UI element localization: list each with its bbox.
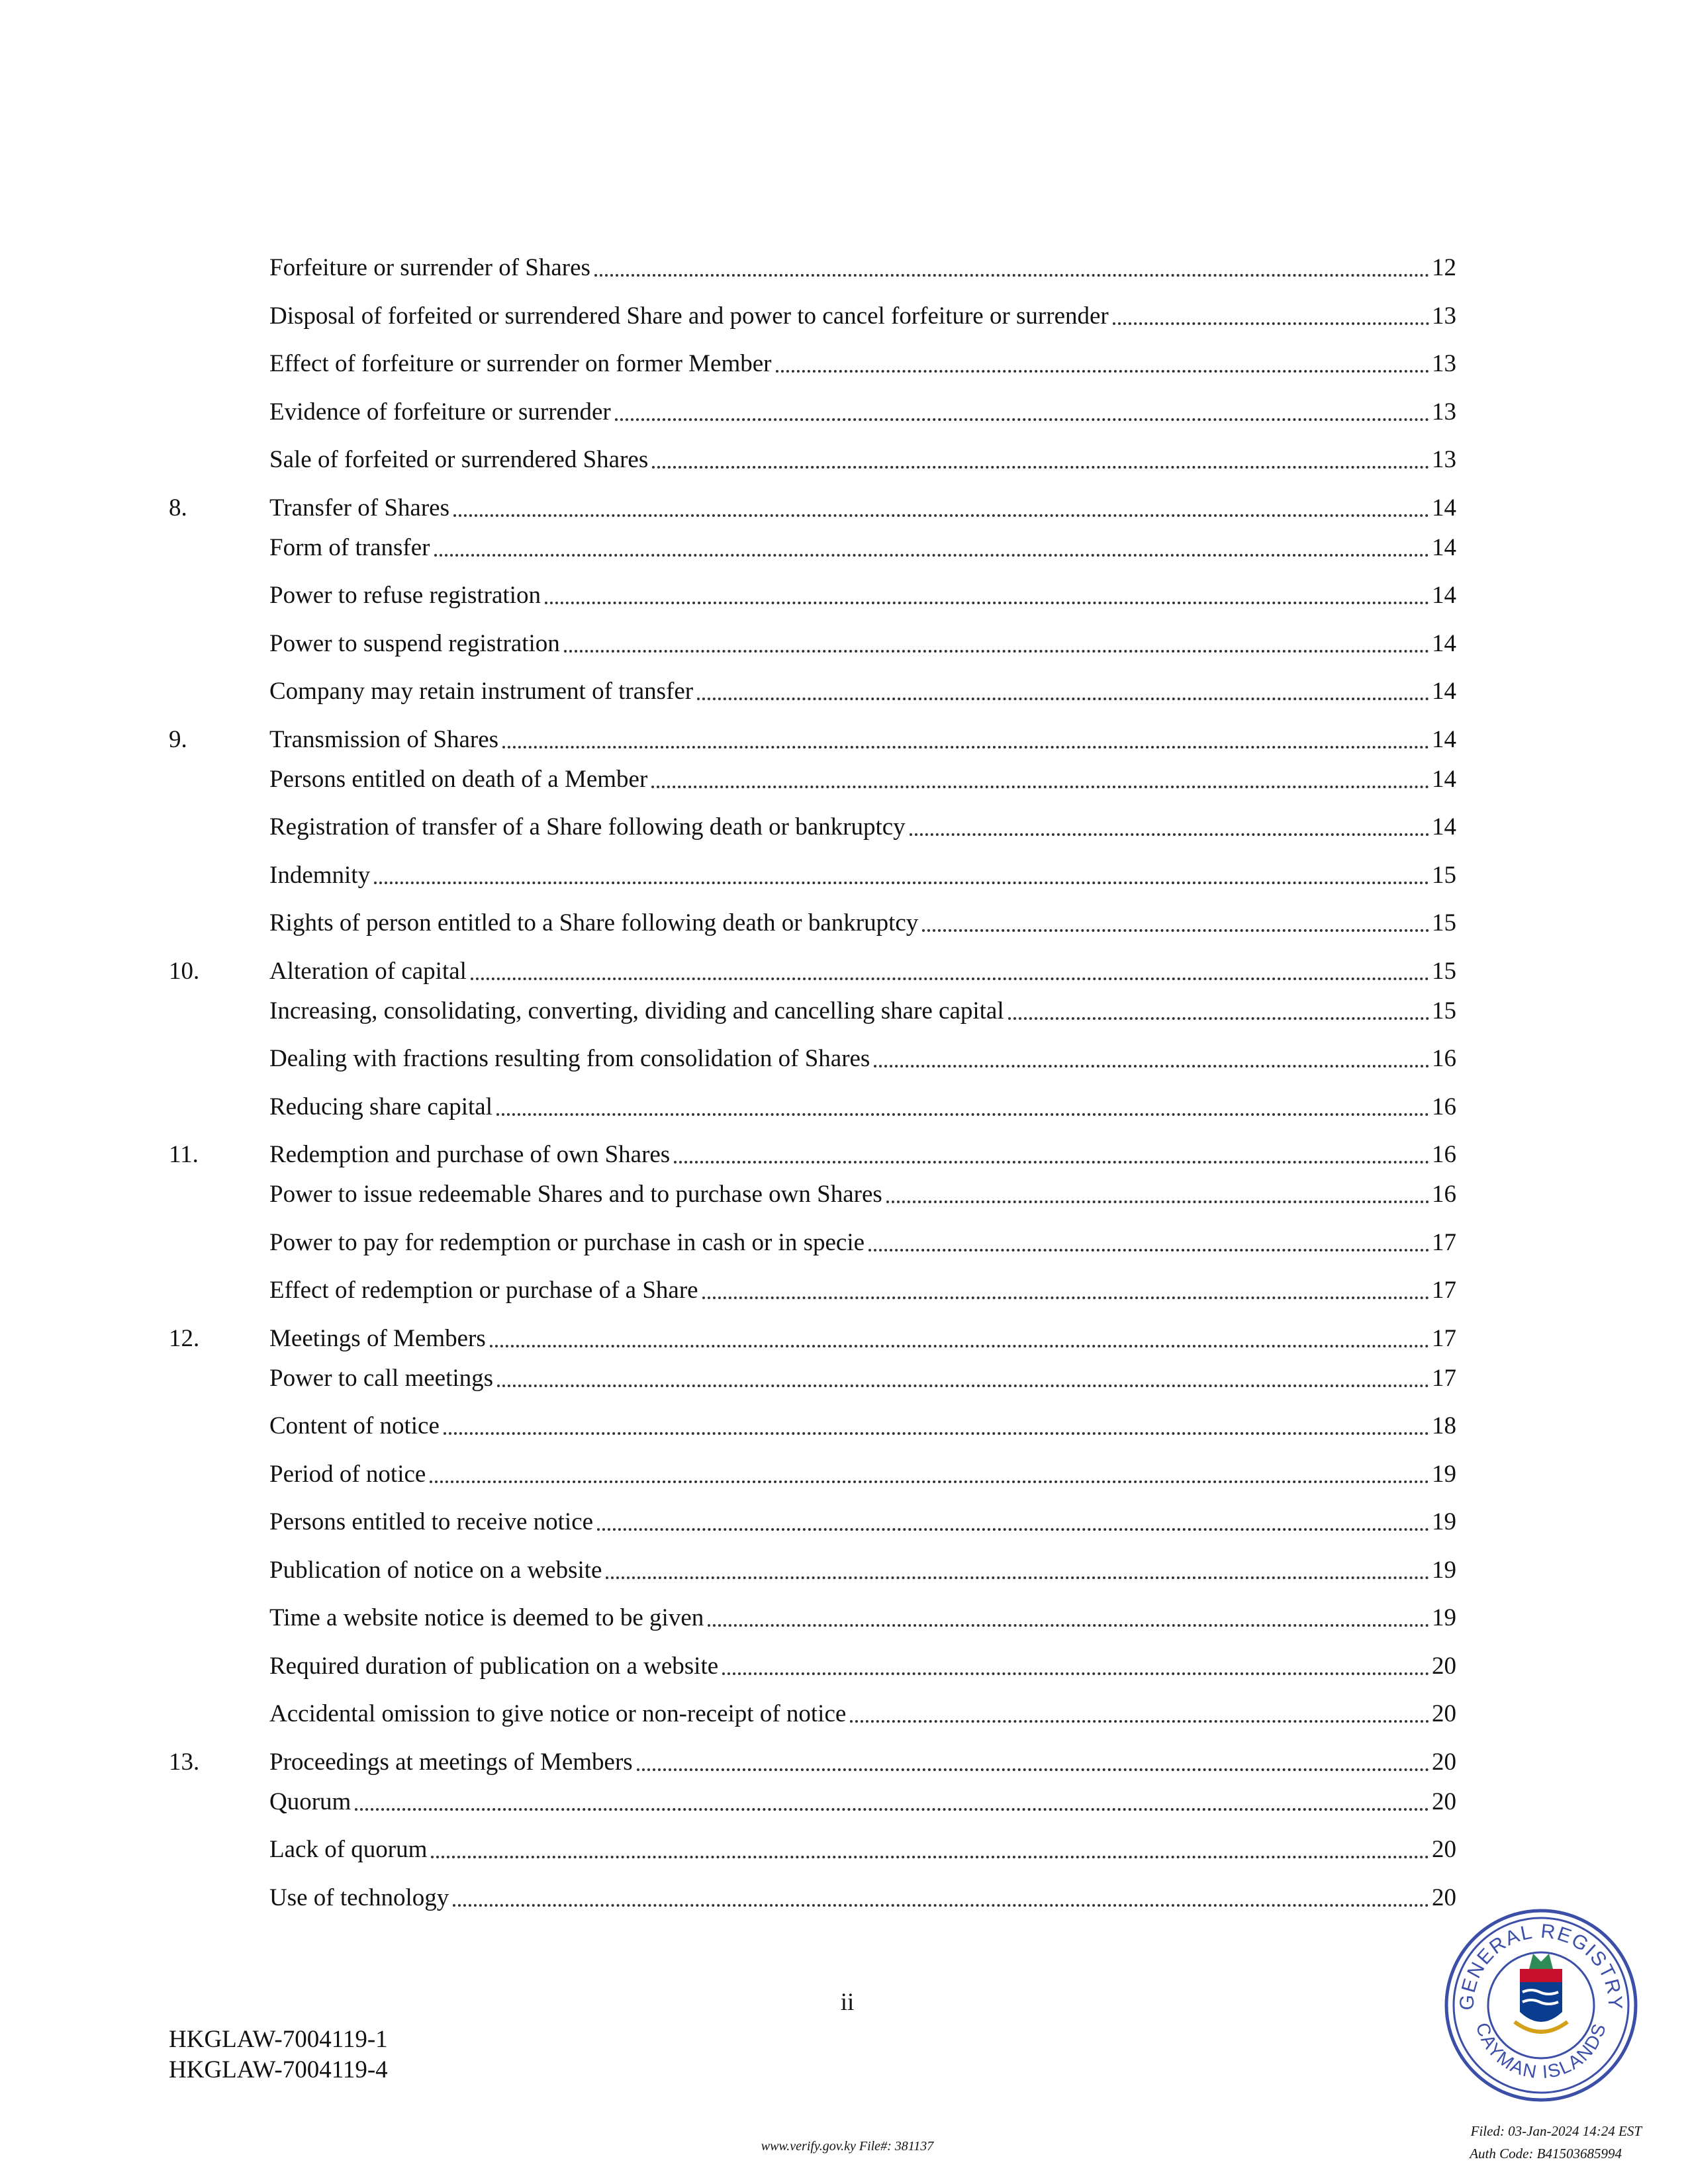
toc-title: Power to issue redeemable Shares and to purchase own Shares (269, 1181, 882, 1208)
toc-section-number: 10. (169, 957, 200, 985)
toc-section-number: 13. (169, 1748, 200, 1776)
toc-line (269, 529, 1456, 567)
dot-leader (615, 418, 1429, 421)
dot-leader (1113, 322, 1429, 325)
toc-page-number: 15 (1432, 909, 1456, 936)
dot-leader (606, 1576, 1429, 1579)
toc-title: Redemption and purchase of own Shares (269, 1141, 671, 1168)
toc-title: Effect of redemption or purchase of a Share (269, 1277, 698, 1304)
toc-page-number: 14 (1432, 765, 1456, 793)
toc-title: Dealing with fractions resulting from consolidation of Shares (269, 1045, 870, 1072)
document-reference: HKGLAW-7004119-4 (169, 2056, 388, 2083)
toc-page-number: 19 (1432, 1460, 1456, 1488)
toc-entry-row (169, 1504, 1456, 1541)
toc-line (269, 673, 1456, 710)
toc-line (269, 1456, 1456, 1493)
toc-title: Lack of quorum (269, 1836, 428, 1863)
toc-page-number: 14 (1432, 533, 1456, 561)
page-number: ii (840, 1989, 855, 2016)
toc-title: Power to call meetings (269, 1364, 494, 1392)
toc-line (269, 250, 1456, 287)
toc-title: Company may retain instrument of transfer (269, 678, 694, 705)
toc-line (269, 345, 1456, 383)
toc-page-number: 14 (1432, 725, 1456, 753)
dot-leader (697, 698, 1429, 700)
toc-page-number: 16 (1432, 1045, 1456, 1072)
toc-line (269, 1360, 1456, 1397)
toc-page-number: 14 (1432, 678, 1456, 705)
toc-line (269, 1784, 1456, 1821)
general-registry-seal (1442, 1906, 1640, 2105)
toc-page-number: 14 (1432, 813, 1456, 841)
toc-entry-row (169, 993, 1456, 1030)
toc-line (269, 761, 1456, 798)
dot-leader (1008, 1017, 1429, 1020)
dot-leader (708, 1624, 1429, 1627)
toc-title: Power to suspend registration (269, 629, 560, 657)
toc-entry-row (169, 1696, 1456, 1733)
toc-entry-row (169, 1600, 1456, 1637)
toc-title: Power to refuse registration (269, 582, 541, 609)
dot-leader (597, 1528, 1429, 1531)
toc-entry-row (169, 1408, 1456, 1445)
toc-page-number: 14 (1432, 582, 1456, 609)
toc-title: Quorum (269, 1788, 352, 1815)
toc-entry-row (169, 441, 1456, 478)
toc-page-number: 20 (1432, 1884, 1456, 1911)
toc-page-number: 15 (1432, 997, 1456, 1024)
toc-line (269, 1136, 1456, 1173)
toc-entry-row (169, 529, 1456, 567)
toc-page-number: 16 (1432, 1093, 1456, 1120)
toc-section-number: 11. (169, 1141, 199, 1168)
coat-of-arms-icon (1515, 1954, 1568, 2032)
dot-leader (874, 1065, 1429, 1068)
toc-title: Proceedings at meetings of Members (269, 1748, 633, 1776)
dot-leader (868, 1249, 1429, 1251)
toc-line (269, 1272, 1456, 1309)
toc-heading-row (169, 490, 1456, 527)
toc-title: Use of technology (269, 1884, 449, 1911)
toc-title: Power to pay for redemption or purchase in cash or in specie (269, 1228, 865, 1256)
toc-title: Increasing, consolidating, converting, dividing and cancelling share capital (269, 997, 1004, 1024)
toc-title: Form of transfer (269, 533, 430, 561)
toc-section-number: 8. (169, 494, 187, 522)
toc-section-number: 9. (169, 725, 187, 753)
toc-page-number: 17 (1432, 1277, 1456, 1304)
toc-title: Sale of forfeited or surrendered Shares (269, 446, 649, 473)
toc-title: Registration of transfer of a Share following death or bankruptcy (269, 813, 906, 841)
toc-line (269, 993, 1456, 1030)
dot-leader (564, 650, 1429, 653)
dot-leader (594, 274, 1429, 277)
toc-title: Required duration of publication on a website (269, 1652, 719, 1680)
toc-page-number: 20 (1432, 1748, 1456, 1776)
toc-entry-row (169, 1456, 1456, 1493)
toc-heading-row (169, 953, 1456, 990)
seal-top-text: GENERAL REGISTRY (1456, 1920, 1626, 2011)
toc-page-number: 14 (1432, 494, 1456, 522)
document-reference: HKGLAW-7004119-1 (169, 2026, 388, 2053)
toc-page-number: 13 (1432, 302, 1456, 330)
toc-heading-row (169, 1744, 1456, 1781)
toc-page-number: 13 (1432, 446, 1456, 473)
toc-line (269, 1320, 1456, 1357)
toc-line (269, 857, 1456, 894)
toc-page-number: 20 (1432, 1700, 1456, 1727)
toc-title: Publication of notice on a website (269, 1556, 602, 1584)
dot-leader (702, 1297, 1429, 1299)
toc-page-number: 19 (1432, 1604, 1456, 1631)
toc-entry-row (169, 1880, 1456, 1917)
dot-leader (471, 978, 1429, 980)
toc-title: Accidental omission to give notice or non-receipt of notice (269, 1700, 847, 1727)
dot-leader (453, 1904, 1429, 1907)
toc-page-number: 12 (1432, 254, 1456, 281)
toc-entry-row (169, 1089, 1456, 1126)
toc-entry-row (169, 577, 1456, 614)
toc-line (269, 1744, 1456, 1781)
dot-leader (776, 370, 1430, 373)
toc-line (269, 1831, 1456, 1868)
toc-title: Transfer of Shares (269, 494, 449, 522)
filed-stamp: Filed: 03-Jan-2024 14:24 EST (1470, 2123, 1642, 2139)
toc-line (269, 1176, 1456, 1213)
toc-page-number: 18 (1432, 1412, 1456, 1439)
dot-leader (651, 786, 1429, 788)
dot-leader (355, 1808, 1429, 1811)
toc-page-number: 17 (1432, 1228, 1456, 1256)
toc-title: Meetings of Members (269, 1324, 486, 1352)
toc-entry-row (169, 1552, 1456, 1589)
toc-entry-row (169, 1831, 1456, 1868)
dot-leader (497, 1385, 1429, 1387)
dot-leader (430, 1480, 1429, 1483)
dot-leader (490, 1345, 1429, 1347)
toc-entry-row (169, 1224, 1456, 1261)
toc-line (269, 1600, 1456, 1637)
dot-leader (431, 1856, 1429, 1858)
toc-entry-row (169, 809, 1456, 846)
toc-entry-row (169, 394, 1456, 431)
toc-title: Reducing share capital (269, 1093, 492, 1120)
toc-line (269, 721, 1456, 758)
toc-title: Period of notice (269, 1460, 426, 1488)
toc-line (269, 1504, 1456, 1541)
toc-title: Time a website notice is deemed to be given (269, 1604, 704, 1631)
toc-heading-row (169, 1136, 1456, 1173)
toc-title: Forfeiture or surrender of Shares (269, 254, 590, 281)
toc-line (269, 953, 1456, 990)
toc-page-number: 17 (1432, 1364, 1456, 1392)
toc-page-number: 19 (1432, 1556, 1456, 1584)
toc-entry-row (169, 250, 1456, 287)
toc-entry-row (169, 857, 1456, 894)
toc-entry-row (169, 625, 1456, 662)
toc-page-number: 13 (1432, 398, 1456, 426)
dot-leader (652, 466, 1429, 469)
dot-leader (637, 1768, 1429, 1771)
seal-bottom-text: CAYMAN ISLANDS (1472, 2020, 1611, 2083)
toc-line (269, 1224, 1456, 1261)
dot-leader (496, 1113, 1429, 1116)
toc-page-number: 16 (1432, 1141, 1456, 1168)
toc-entry-row (169, 761, 1456, 798)
toc-line (269, 1089, 1456, 1126)
toc-entry-row (169, 1040, 1456, 1077)
toc-line (269, 1552, 1456, 1589)
dot-leader (910, 833, 1429, 836)
toc-title: Content of notice (269, 1412, 440, 1439)
verify-url: www.verify.gov.ky File#: 381137 (761, 2139, 934, 2154)
dot-leader (886, 1201, 1429, 1203)
dot-leader (545, 602, 1429, 604)
toc-heading-row (169, 721, 1456, 758)
dot-leader (674, 1161, 1429, 1163)
toc-page-number: 15 (1432, 861, 1456, 889)
toc-page-number: 20 (1432, 1836, 1456, 1863)
toc-line (269, 490, 1456, 527)
toc-title: Effect of forfeiture or surrender on former Member (269, 350, 772, 377)
toc-page-number: 17 (1432, 1324, 1456, 1352)
toc-line (269, 441, 1456, 478)
toc-line (269, 1040, 1456, 1077)
toc-entry-row (169, 905, 1456, 942)
dot-leader (502, 746, 1429, 749)
toc-entry-row (169, 1176, 1456, 1213)
dot-leader (444, 1432, 1429, 1435)
toc-line (269, 298, 1456, 335)
toc-heading-row (169, 1320, 1456, 1357)
toc-title: Persons entitled to receive notice (269, 1508, 594, 1535)
toc-line (269, 1880, 1456, 1917)
toc-entry-row (169, 298, 1456, 335)
toc-page-number: 19 (1432, 1508, 1456, 1535)
dot-leader (922, 929, 1429, 932)
toc-title: Rights of person entitled to a Share following death or bankruptcy (269, 909, 919, 936)
toc-line (269, 394, 1456, 431)
toc-entry-row (169, 1272, 1456, 1309)
toc-page-number: 16 (1432, 1181, 1456, 1208)
toc-entry-row (169, 1360, 1456, 1397)
toc-line (269, 905, 1456, 942)
dot-leader (434, 554, 1430, 557)
toc-page-number: 14 (1432, 629, 1456, 657)
toc-section-number: 12. (169, 1324, 200, 1352)
toc-page-number: 13 (1432, 350, 1456, 377)
toc-page-number: 20 (1432, 1652, 1456, 1680)
toc-page-number: 20 (1432, 1788, 1456, 1815)
toc-entry-row (169, 1784, 1456, 1821)
toc-title: Transmission of Shares (269, 725, 499, 753)
toc-title: Evidence of forfeiture or surrender (269, 398, 611, 426)
toc-title: Alteration of capital (269, 957, 467, 985)
toc-line (269, 1648, 1456, 1685)
toc-entry-row (169, 345, 1456, 383)
toc-title: Indemnity (269, 861, 371, 889)
toc-line (269, 1696, 1456, 1733)
toc-title: Disposal of forfeited or surrendered Share and power to cancel forfeiture or surrender (269, 302, 1109, 330)
dot-leader (850, 1720, 1429, 1723)
toc-line (269, 577, 1456, 614)
toc-entry-row (169, 673, 1456, 710)
dot-leader (453, 514, 1429, 517)
toc-page-number: 15 (1432, 957, 1456, 985)
toc-entry-row (169, 1648, 1456, 1685)
dot-leader (722, 1672, 1429, 1675)
auth-code: Auth Code: B41503685994 (1470, 2146, 1622, 2161)
toc-line (269, 809, 1456, 846)
dot-leader (374, 882, 1429, 884)
toc-title: Persons entitled on death of a Member (269, 765, 648, 793)
toc-line (269, 1408, 1456, 1445)
toc-line (269, 625, 1456, 662)
